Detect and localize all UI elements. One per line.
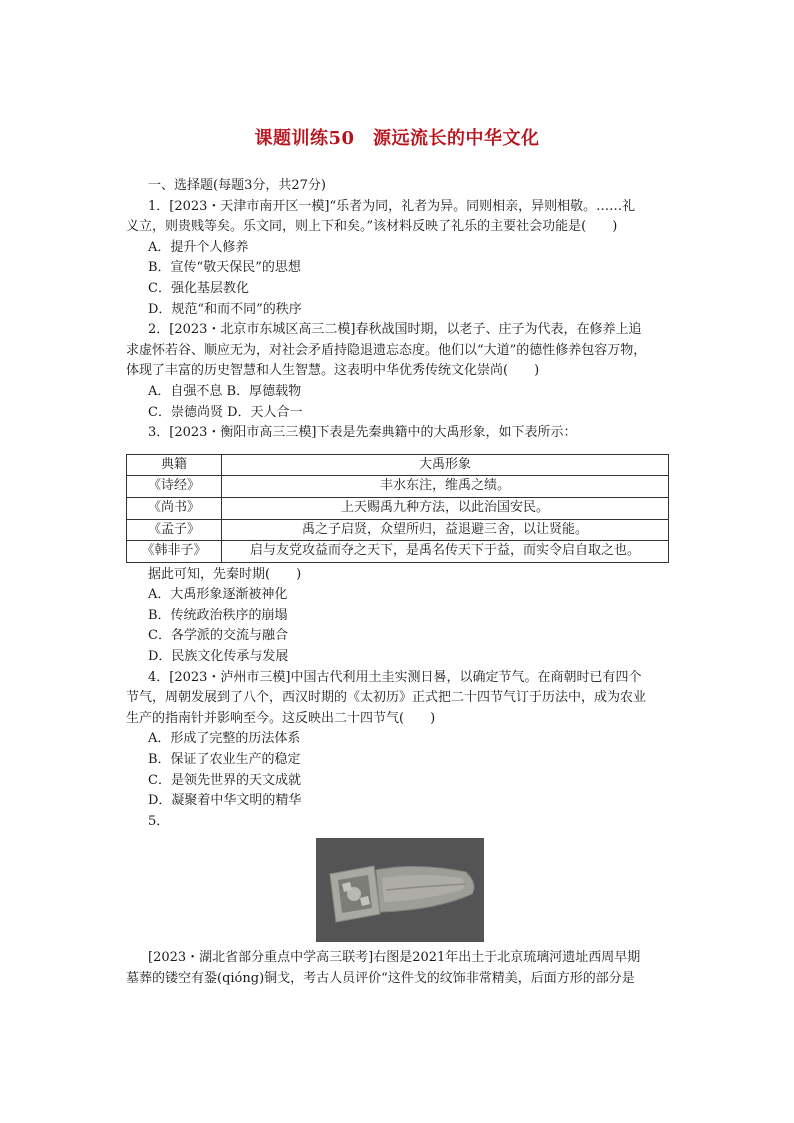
q4-option-c: C．是领先世界的天文成就: [148, 772, 301, 788]
q3-option-d: D．民族文化传承与发展: [148, 649, 289, 665]
table-cell: 《孟子》: [127, 519, 222, 541]
table-cell: 丰水东注，维禹之绩。: [222, 476, 669, 498]
table-row: [127, 519, 669, 541]
table-cell: 《尚书》: [127, 497, 222, 519]
q5-stem-line1: [2023・湖北省部分重点中学高三联考]右图是2021年出土于北京琉璃河遗址西周早期: [148, 950, 641, 966]
table-row: [127, 497, 669, 519]
q3-after-table: 据此可知，先秦时期( ): [148, 566, 302, 582]
table-cell: 禹之子启贤，众望所归，益退避三舍，以让贤能。: [222, 519, 669, 541]
q5-stem-line2: 墓葬的镂空有銎(qióng)铜戈，考古人员评价“这件戈的纹饰非常精美，后面方形的部分是: [126, 971, 635, 986]
q5-number: 5．: [148, 813, 170, 829]
q1-stem-line1: 1．[2023・天津市南开区一模]“乐者为同，礼者为异。同则相亲，异则相敬。……礼: [148, 198, 636, 214]
q1-option-d: D．规范“和而不同”的秩序: [148, 301, 302, 317]
table-row: [127, 541, 669, 563]
section-heading: 一、选择题(每题3分，共27分): [148, 178, 326, 193]
table-header: 典籍: [127, 454, 222, 476]
q1-option-b: B．宣传“敬天保民”的思想: [148, 260, 301, 276]
table-row: [127, 476, 669, 498]
table-header: 大禹形象: [222, 454, 669, 476]
bronze-ge-photo: [316, 838, 484, 942]
yu-image-table: [126, 454, 669, 563]
q2-stem-line1: 2．[2023・北京市东城区高三二模]春秋战国时期，以老子、庄子为代表，在修养上追: [148, 322, 642, 338]
q4-option-b: B．保证了农业生产的稳定: [148, 752, 301, 768]
table-cell: 《诗经》: [127, 476, 222, 498]
q4-option-d: D．凝聚着中华文明的精华: [148, 793, 302, 809]
q4-stem-line3: 生产的指南针并影响至今。这反映出二十四节气( ): [126, 710, 436, 726]
q3-stem: 3．[2023・衡阳市高三三模]下表是先秦典籍中的大禹形象，如下表所示：: [148, 425, 577, 441]
q4-stem-line1: 4．[2023・泸州市三模]中国古代利用土圭实测日晷，以确定节气。在商朝时已有四个: [148, 669, 642, 685]
q1-option-a: A．提升个人修养: [148, 239, 249, 255]
table-cell: 启与友党攻益而夺之天下，是禹名传天下于益，而实令启自取之也。: [222, 541, 669, 563]
q1-option-c: C．强化基层教化: [148, 280, 249, 296]
q3-option-c: C．各学派的交流与融合: [148, 628, 288, 644]
q3-option-a: A．大禹形象逐渐被神化: [148, 587, 288, 603]
table-header-row: [127, 454, 669, 476]
content-body: [126, 176, 674, 990]
q4-option-a: A．形成了完整的历法体系: [148, 731, 301, 747]
q3-option-b: B．传统政治秩序的崩塌: [148, 607, 288, 623]
q2-stem-line2: 求虚怀若谷、顺应无为，对社会矛盾持隐退遗忘态度。他们以“大道”的德性修养包容万物，: [126, 342, 647, 358]
q4-stem-line2: 节气，周朝发展到了八个，西汉时期的《太初历》正式把二十四节气订于历法中，成为农业: [126, 690, 647, 706]
bronze-ge-image: [316, 838, 484, 942]
q1-stem-line2: 义立，则贵贱等矣。乐文同，则上下和矣。”该材料反映了礼乐的主要社会功能是( ): [126, 219, 618, 235]
q2-stem-line3: 体现了丰富的历史智慧和人生智慧。这表明中华优秀传统文化崇尚( ): [126, 363, 540, 379]
table-cell: 《韩非子》: [127, 541, 222, 563]
table-cell: 上天赐禹九种方法，以此治国安民。: [222, 497, 669, 519]
page-title: 课题训练50 源远流长的中华文化: [254, 128, 540, 149]
q2-options-ab: A．自强不息 B．厚德载物: [148, 383, 302, 399]
q2-options-cd: C．崇德尚贤 D．天人合一: [148, 404, 303, 420]
